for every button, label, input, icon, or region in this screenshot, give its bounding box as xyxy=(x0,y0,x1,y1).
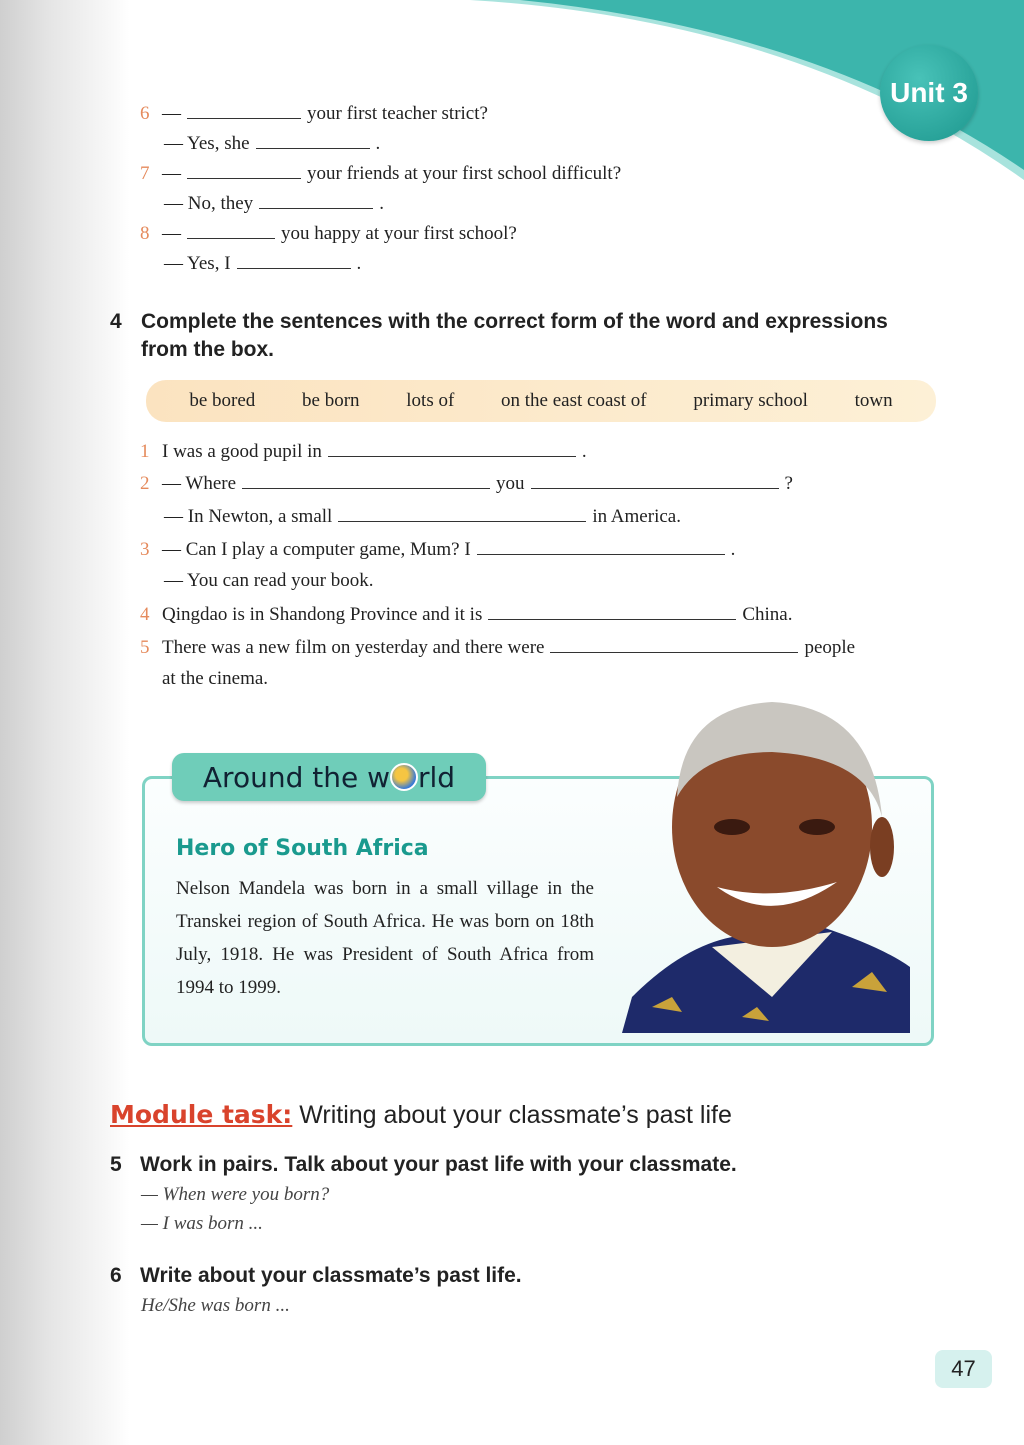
item-number: 2 xyxy=(140,473,150,494)
dash: — xyxy=(162,163,181,184)
question-mark: ? xyxy=(784,473,793,494)
ex4-item-3 xyxy=(140,536,735,562)
sentence-text: — Can I play a computer game, Mum? I xyxy=(162,539,471,560)
ex5-heading xyxy=(110,1151,737,1179)
blank[interactable] xyxy=(477,536,725,555)
sentence-text: in America. xyxy=(592,506,681,527)
period: . xyxy=(375,133,381,154)
instruction-line: Work in pairs. Talk about your past life with your classmate. xyxy=(140,1153,737,1176)
ex3-item-7 xyxy=(140,160,621,186)
period: . xyxy=(581,441,587,462)
blank[interactable] xyxy=(259,190,373,209)
item-number: 3 xyxy=(140,539,150,560)
module-task-heading xyxy=(110,1100,732,1130)
answer-text: — Yes, she xyxy=(164,133,250,154)
sentence-text: China. xyxy=(742,604,793,625)
period: . xyxy=(356,253,362,274)
sentence-text: you xyxy=(496,473,525,494)
around-the-world-tab xyxy=(172,753,486,801)
period: . xyxy=(379,193,384,214)
instruction-line: Write about your classmate’s past life. xyxy=(140,1264,522,1287)
ex3-item-8 xyxy=(140,220,517,246)
word-option: be born xyxy=(302,390,360,411)
ex4-item-2 xyxy=(140,470,793,496)
blank[interactable] xyxy=(242,470,490,489)
example-line: He/She was born ... xyxy=(141,1295,290,1316)
ex4-item-5-cont: at the cinema. xyxy=(162,668,269,689)
ex4-item-2-answer xyxy=(164,503,681,529)
article-text: Nelson Mandela was born in a small village in the Transkei region of South Africa. He was born on 18th July, 1918. He was President of South Africa from 1994 to 1999. xyxy=(176,878,594,998)
article-title: Hero of South Africa xyxy=(176,836,429,861)
answer-text: — No, they xyxy=(164,193,254,214)
unit-badge: Unit 3 xyxy=(880,45,978,141)
page-number: 47 xyxy=(935,1350,992,1388)
sentence-text: — Where xyxy=(162,473,237,494)
blank[interactable] xyxy=(187,220,275,239)
period: . xyxy=(730,539,736,560)
globe-icon xyxy=(390,763,418,791)
ex4-item-4 xyxy=(140,601,792,627)
blank[interactable] xyxy=(488,601,736,620)
word-box xyxy=(146,380,936,422)
instruction-line: Complete the sentences with the correct form of the word and expressions xyxy=(141,310,888,333)
ex3-answer-7 xyxy=(164,190,384,216)
tab-text: rld xyxy=(418,760,456,794)
portrait-photo xyxy=(622,697,912,1033)
blank[interactable] xyxy=(550,634,798,653)
item-number: 4 xyxy=(140,604,150,625)
word-option: on the east coast of xyxy=(501,390,647,411)
blank[interactable] xyxy=(328,438,576,457)
sentence-text: There was a new film on yesterday and there were xyxy=(162,637,545,658)
item-number: 8 xyxy=(140,223,150,244)
ex3-item-6 xyxy=(140,100,488,126)
item-number: 1 xyxy=(140,441,150,462)
page-edge-shadow xyxy=(0,0,130,1445)
tab-text: Around the w xyxy=(202,760,391,794)
word-option: town xyxy=(854,390,893,411)
exercise-number: 6 xyxy=(110,1264,122,1287)
module-task-title: Writing about your classmate’s past life xyxy=(292,1101,732,1129)
word-option: primary school xyxy=(693,390,808,411)
dash: — xyxy=(162,103,181,124)
sentence-text: Qingdao is in Shandong Province and it is xyxy=(162,604,483,625)
ex3-answer-8 xyxy=(164,250,361,276)
ex6-heading xyxy=(110,1262,522,1290)
ex4-item-1 xyxy=(140,438,587,464)
blank[interactable] xyxy=(187,100,301,119)
word-option: be bored xyxy=(189,390,256,411)
ex3-answer-6 xyxy=(164,130,380,156)
blank[interactable] xyxy=(256,130,370,149)
example-line: — When were you born? xyxy=(141,1184,330,1205)
blank[interactable] xyxy=(187,160,301,179)
blank[interactable] xyxy=(338,503,586,522)
question-text: your first teacher strict? xyxy=(307,103,488,124)
question-text: your friends at your first school difficult? xyxy=(307,163,622,184)
item-number: 7 xyxy=(140,163,150,184)
dash: — xyxy=(162,223,181,244)
exercise-number: 4 xyxy=(110,310,122,333)
item-number: 6 xyxy=(140,103,150,124)
ex4-heading xyxy=(110,308,970,364)
blank[interactable] xyxy=(237,250,351,269)
exercise-number: 5 xyxy=(110,1153,122,1176)
example-line: — I was born ... xyxy=(141,1213,263,1234)
blank[interactable] xyxy=(531,470,779,489)
sentence-text: — In Newton, a small xyxy=(164,506,333,527)
ex4-heading-line2: from the box. xyxy=(141,338,275,361)
sentence-text: I was a good pupil in xyxy=(162,441,322,462)
word-option: lots of xyxy=(406,390,455,411)
answer-text: — Yes, I xyxy=(164,253,231,274)
ex4-item-5 xyxy=(140,634,855,660)
module-task-label: Module task: xyxy=(110,1100,293,1129)
ex4-item-3-answer: — You can read your book. xyxy=(164,570,374,591)
sentence-text: people xyxy=(804,637,856,658)
question-text: you happy at your first school? xyxy=(281,223,517,244)
item-number: 5 xyxy=(140,637,150,658)
